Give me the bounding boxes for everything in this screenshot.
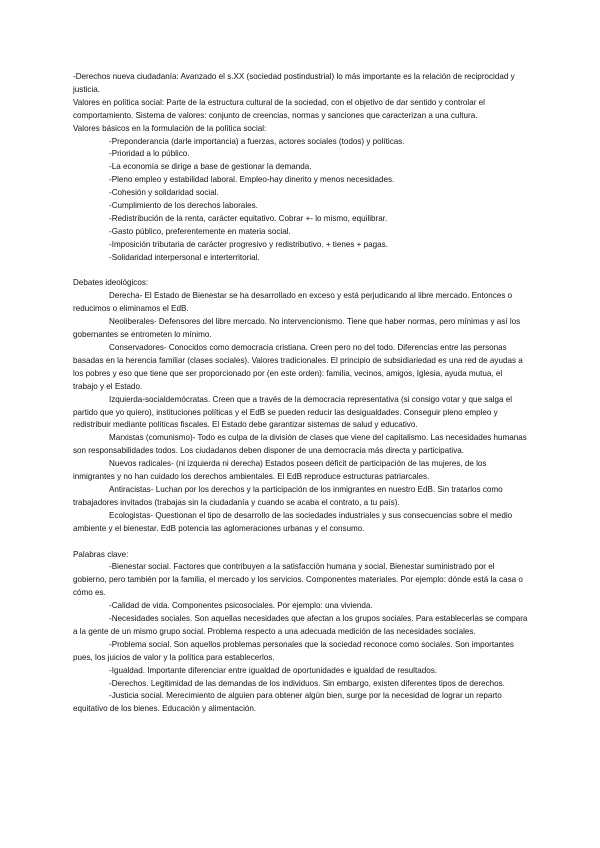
intro-paragraph-derechos: -Derechos nueva ciudadanía: Avanzado el s.XX (sociedad postindustrial) lo más importante es la relación de reciprocidad y justicia. (73, 72, 515, 94)
document-page (73, 71, 528, 716)
keyword-item: -Justicia social. Merecimiento de alguien para obtener algún bien, surge por la necesidad de lograr un reparto equitativo de los bienes. Educación y alimentación. (73, 691, 502, 714)
list-item: -Prioridad a lo público. (109, 149, 190, 159)
list-item: -Cumplimiento de los derechos laborales. (109, 201, 258, 211)
keyword-item: -Derechos. Legitimidad de las demandas de los individuos. Sin embargo, existen diferentes tipos de derechos. (109, 678, 505, 688)
debate-item: Izquierda-socialdemócratas. Creen que a través de la democracia representativa (si consigo votar y que salga el partido que yo quiero), instituciones políticas y el EdB se pueden reducir las desigualdades. Conseguir pleno empleo y redistribuir mediante políticas fiscales. El Estado debe garantizar sistemas de salud y educativo. (73, 394, 513, 430)
keyword-item: -Problema social. Son aquellos problemas personales que la sociedad reconoce como sociales. Son importantes pues, los juicios de valor y la política para establecerlos. (73, 639, 514, 662)
spacer (73, 536, 528, 549)
list-item: -Redistribución de la renta, carácter equitativo. Cobrar +- lo mismo, equilibrar. (109, 213, 388, 223)
keyword-item: -Igualdad. Importante diferenciar entre igualdad de oportunidades e igualdad de resultados. (109, 665, 438, 675)
list-item: -Pleno empleo y estabilidad laboral. Empleo-hay dinerito y menos necesidades. (109, 175, 395, 185)
list-item: -Solidaridad interpersonal e interterritorial. (109, 252, 260, 262)
list-item: -La economía se dirige a base de gestionar la demanda. (109, 162, 312, 172)
debate-item: Neoliberales- Defensores del libre mercado. No intervencionismo. Tiene que haber normas, pero mínimas y así los gobernantes se entrometen lo mínimo. (73, 317, 521, 340)
keyword-item: -Bienestar social. Factores que contribuyen a la satisfacción humana y social. Bienestar suministrado por el gobierno, pero también por la familia, el mercado y los servicios. Componentes materiales. Por ejemplo: dónde está la casa o cómo es. (73, 562, 523, 598)
spacer (73, 265, 528, 278)
section-heading-palabras: Palabras clave: (73, 549, 129, 559)
debate-item: Conservadores- Conocidos como democracia cristiana. Creen pero no del todo. Diferencias entre las personas basadas en la herencia familiar (clases sociales). Valores tradicionales. El principio de subsidiariedad es una red de ayudas a los pobres y eso que tiene que ser proporcionado por (en este orden): familia, vecinos, amigos, Iglesia, ayuda mutua, el trabajo y el Estado. (73, 343, 523, 391)
list-item: -Gasto público, preferentemente en materia social. (109, 226, 291, 236)
list-item: -Cohesión y solidaridad social. (109, 188, 219, 198)
keyword-item: -Necesidades sociales. Son aquellas necesidades que afectan a los grupos sociales. Para establecerlas se compara a la gente de un mismo grupo social. Problema respecto a una adecuada medición de las necesidades sociales. (73, 614, 528, 636)
debate-item: Antiracistas- Luchan por los derechos y la participación de los inmigrantes en nuestro EdB. Sin tratarlos como trabajadores invitados (trabajas sin la ciudadanía y cuando se acaba el contrato, a tu país). (73, 484, 503, 507)
debate-item: Ecologistas- Questionan el tipo de desarrollo de las sociedades industriales y sus consecuencias sobre el medio ambiente y el bienestar. EdB potencia las aglomeraciones urbanas y el consumo. (73, 510, 513, 533)
intro-paragraph-valores-basicos: Valores básicos en la formulación de la política social: (73, 123, 267, 133)
section-heading-debates: Debates ideológicos: (73, 278, 149, 288)
valores-list (73, 136, 528, 265)
debate-item: Marxistas (comunismo)- Todo es culpa de la división de clases que viene del capitalismo. Las necesidades humanas son responsabilidades todos. Los ciudadanos deben disponer de una democracia más directa y participativa. (73, 433, 527, 456)
list-item: -Imposición tributaria de carácter progresivo y redistributivo. + tienes + pagas. (109, 239, 388, 249)
debate-item: Nuevos radicales- (ni izquierda ni derecha) Estados poseen déficit de participación de las mujeres, de los inmigrantes y no han cuidado los derechos ambientales. El EdB reproduce estructuras patriarcales. (73, 459, 487, 482)
keyword-item: -Calidad de vida. Componentes psicosociales. Por ejemplo: una vivienda. (109, 601, 373, 611)
list-item: -Preponderancia (darle importancia) a fuerzas, actores sociales (todos) y políticas. (109, 136, 405, 146)
debate-item: Derecha- El Estado de Bienestar se ha desarrollado en exceso y está perjudicando al libre mercado. Entonces o reducimos o eliminamos el EdB. (73, 291, 513, 314)
intro-paragraph-valores: Valores en política social: Parte de la estructura cultural de la sociedad, con el objetivo de dar sentido y controlar el comportamiento. Sistema de valores: conjunto de creencias, normas y sanciones que caracterizan a una cultura. (73, 97, 485, 120)
